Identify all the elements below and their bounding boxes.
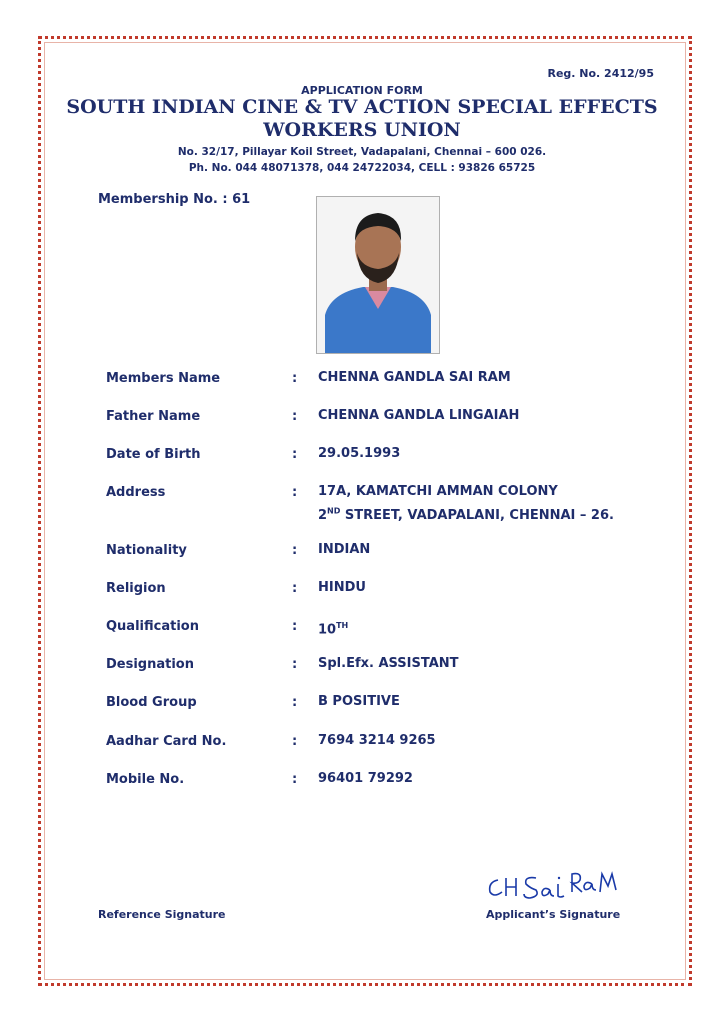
field-value: 29.05.1993 (318, 446, 401, 461)
form-title: APPLICATION FORM (301, 84, 423, 97)
field-label: Nationality (106, 543, 187, 558)
applicant-photo (316, 196, 440, 354)
field-label: Designation (106, 657, 194, 672)
field-value: Spl.Efx. ASSISTANT (318, 656, 459, 671)
field-colon: : (292, 772, 298, 787)
field-colon: : (292, 657, 298, 672)
address-line: No. 32/17, Pillayar Koil Street, Vadapalani, Chennai – 600 026. (177, 146, 547, 158)
address-street-number: 2 (318, 508, 328, 524)
field-value (318, 616, 348, 640)
union-address (0, 144, 724, 176)
reg-number: Reg. No. 2412/95 (547, 67, 654, 80)
reference-signature-label: Reference Signature (98, 908, 226, 921)
address-line1: 17A, KAMATCHI AMMAN COLONY (318, 484, 558, 499)
field-value: CHENNA GANDLA LINGAIAH (318, 408, 520, 423)
field-value: 7694 3214 9265 (318, 733, 436, 748)
address-street-rest: STREET, VADAPALANI, CHENNAI – 26. (340, 508, 614, 524)
qualification-suffix: TH (336, 621, 349, 630)
address-line2 (318, 508, 614, 523)
field-label: Date of Birth (106, 447, 201, 462)
applicant-handwritten-signature (484, 866, 624, 910)
field-colon: : (292, 447, 298, 462)
field-label: Religion (106, 581, 166, 596)
membership-number: Membership No. : 61 (98, 192, 251, 207)
phone-line: Ph. No. 044 48071378, 044 24722034, CELL : 93826 65725 (188, 162, 536, 174)
field-value (318, 482, 614, 526)
applicant-signature-label: Applicant’s Signature (486, 908, 621, 921)
field-value: HINDU (318, 580, 366, 595)
field-colon: : (292, 695, 298, 710)
field-colon: : (292, 619, 298, 634)
field-colon: : (292, 485, 298, 500)
qualification-number: 10 (318, 622, 337, 638)
field-label: Mobile No. (106, 772, 185, 787)
field-label: Blood Group (106, 695, 197, 710)
field-label: Aadhar Card No. (106, 734, 227, 749)
address-street-suffix: ND (327, 507, 341, 516)
field-value: CHENNA GANDLA SAI RAM (318, 370, 511, 385)
field-label: Qualification (106, 619, 199, 634)
field-value: 96401 79292 (318, 771, 413, 786)
field-colon: : (292, 409, 298, 424)
field-value: INDIAN (318, 542, 371, 557)
union-name-line1: SOUTH INDIAN CINE & TV ACTION SPECIAL EFFECTS (66, 96, 658, 118)
field-label: Members Name (106, 371, 221, 386)
field-colon: : (292, 543, 298, 558)
field-label: Address (106, 485, 166, 500)
union-name (0, 96, 724, 142)
field-colon: : (292, 734, 298, 749)
field-colon: : (292, 371, 298, 386)
union-name-line2: WORKERS UNION (263, 119, 461, 141)
field-colon: : (292, 581, 298, 596)
field-value: B POSITIVE (318, 694, 400, 709)
field-label: Father Name (106, 409, 201, 424)
